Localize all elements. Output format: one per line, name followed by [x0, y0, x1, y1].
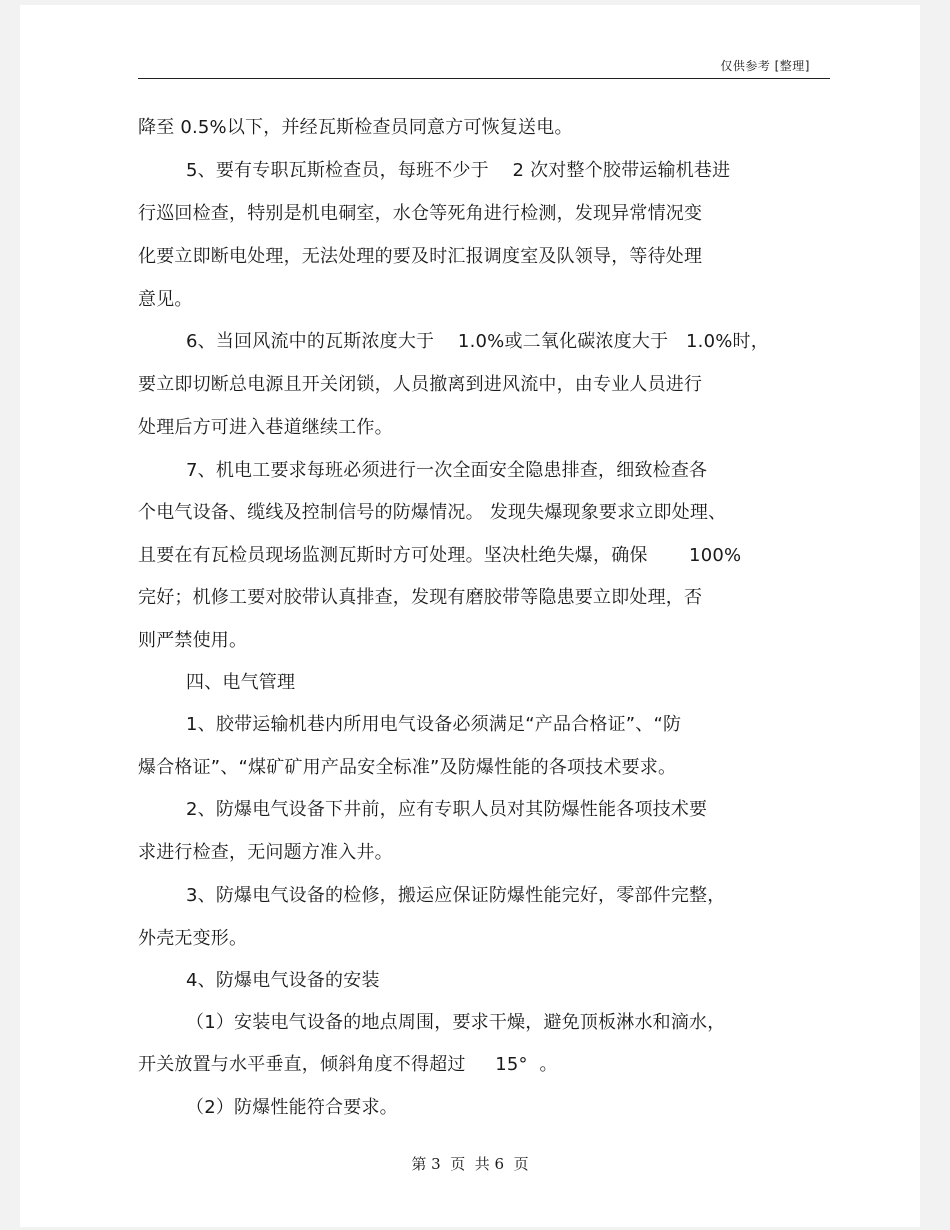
paragraph-line: 7、机电工要求每班必须进行一次全面安全隐患排查，细致检查各: [186, 460, 708, 481]
paragraph-line: 要立即切断总电源且开关闭锁，人员撤离到进风流中，由专业人员进行: [138, 374, 703, 395]
paragraph-line: 完好；机修工要对胶带认真排查，发现有磨胶带等隐患要立即处理，否: [138, 587, 703, 608]
paragraph-line: 外壳无变形。: [138, 928, 248, 949]
paragraph-line: 且要在有瓦检员现场监测瓦斯时方可处理。坚决杜绝失爆，确保 100%: [138, 545, 742, 566]
header-note: 仅供参考 [整理]: [720, 59, 810, 73]
paragraph-line: （2）防爆性能符合要求。: [186, 1097, 398, 1118]
paragraph-line: 化要立即断电处理，无法处理的要及时汇报调度室及队领导，等待处理: [138, 246, 703, 267]
paragraph-line: 5、要有专职瓦斯检查员，每班不少于 2 次对整个胶带运输机巷进: [186, 160, 731, 181]
paragraph-line: （1）安装电气设备的地点周围，要求干燥，避免顶板淋水和滴水，: [186, 1012, 726, 1033]
paragraph-line: 爆合格证”、“煤矿矿用产品安全标准”及防爆性能的各项技术要求。: [138, 757, 677, 778]
document-page: [20, 5, 920, 1227]
paragraph-line: 意见。: [138, 289, 193, 310]
header-divider: [138, 78, 830, 79]
paragraph-line: 2、防爆电气设备下井前，应有专职人员对其防爆性能各项技术要: [186, 799, 708, 820]
paragraph-line: 3、防爆电气设备的检修，搬运应保证防爆性能完好，零部件完整，: [186, 885, 726, 906]
paragraph-line: 1、胶带运输机巷内所用电气设备必须满足“产品合格证”、“防: [186, 714, 682, 735]
paragraph-line: 行巡回检查，特别是机电硐室，水仓等死角进行检测，发现异常情况变: [138, 203, 703, 224]
paragraph-line: 4、防爆电气设备的安装: [186, 970, 380, 991]
paragraph-line: 降至 0.5%以下，并经瓦斯检查员同意方可恢复送电。: [138, 117, 573, 138]
paragraph-line: 个电气设备、缆线及控制信号的防爆情况。 发现失爆现象要求立即处理、: [138, 502, 727, 523]
paragraph-line: 求进行检查，无问题方准入井。: [138, 842, 393, 863]
paragraph-line: 则严禁使用。: [138, 630, 248, 651]
section-heading: 四、电气管理: [186, 672, 296, 693]
paragraph-line: 6、当回风流中的瓦斯浓度大于 1.0%或二氧化碳浓度大于 1.0%时，: [186, 331, 769, 352]
paragraph-line: 开关放置与水平垂直，倾斜角度不得超过 15° 。: [138, 1054, 558, 1075]
page-number-footer: 第 3 页 共 6 页: [411, 1155, 529, 1173]
paragraph-line: 处理后方可进入巷道继续工作。: [138, 417, 393, 438]
